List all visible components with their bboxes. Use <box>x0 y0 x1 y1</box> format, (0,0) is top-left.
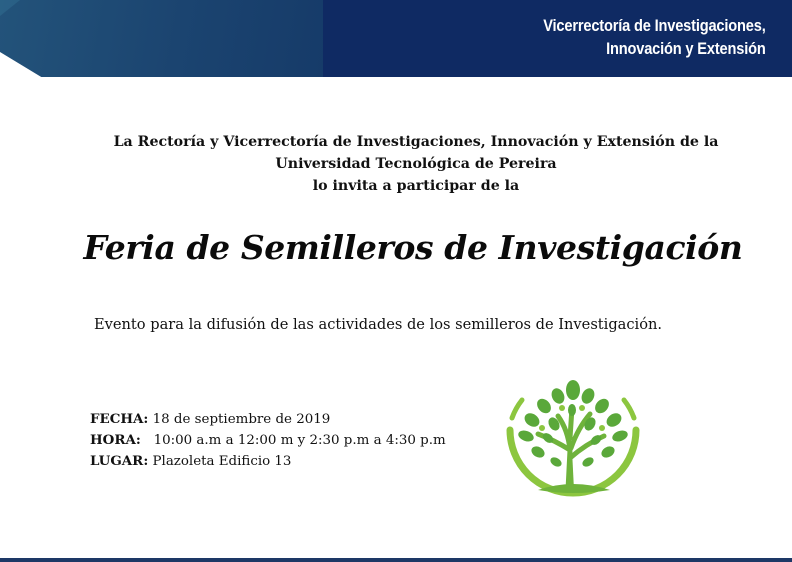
event-description: Evento para la difusión de las actividades de los semilleros de Investigación. <box>94 316 663 333</box>
intro-line-2: Universidad Tecnológica de Pereira <box>275 156 557 172</box>
intro-line-1: La Rectoría y Vicerrectoría de Investigaciones, Innovación y Extensión de la <box>113 134 719 150</box>
invitation-intro <box>40 131 792 197</box>
tree-logo-icon <box>498 378 648 508</box>
time-value: 10:00 a.m a 12:00 m y 2:30 p.m a 4:30 p.m <box>153 433 446 448</box>
header-title <box>544 14 766 60</box>
place-row <box>90 451 446 472</box>
header-decoration-icon <box>0 0 323 92</box>
event-details <box>90 409 446 472</box>
header-title-line-1: Vicerrectoría de Investigaciones, <box>543 16 766 35</box>
footer-line <box>0 558 792 562</box>
place-label: LUGAR: <box>90 453 149 469</box>
event-title: Feria de Semilleros de Investigación <box>83 228 743 267</box>
time-label: HORA: <box>90 432 141 448</box>
date-row <box>90 409 446 430</box>
intro-line-3: lo invita a participar de la <box>312 178 520 194</box>
header-title-line-2: Innovación y Extensión <box>606 39 766 58</box>
date-value: 18 de septiembre de 2019 <box>152 412 331 427</box>
place-value: Plazoleta Edificio 13 <box>152 454 292 469</box>
date-label: FECHA: <box>90 411 149 427</box>
time-row <box>90 430 446 451</box>
